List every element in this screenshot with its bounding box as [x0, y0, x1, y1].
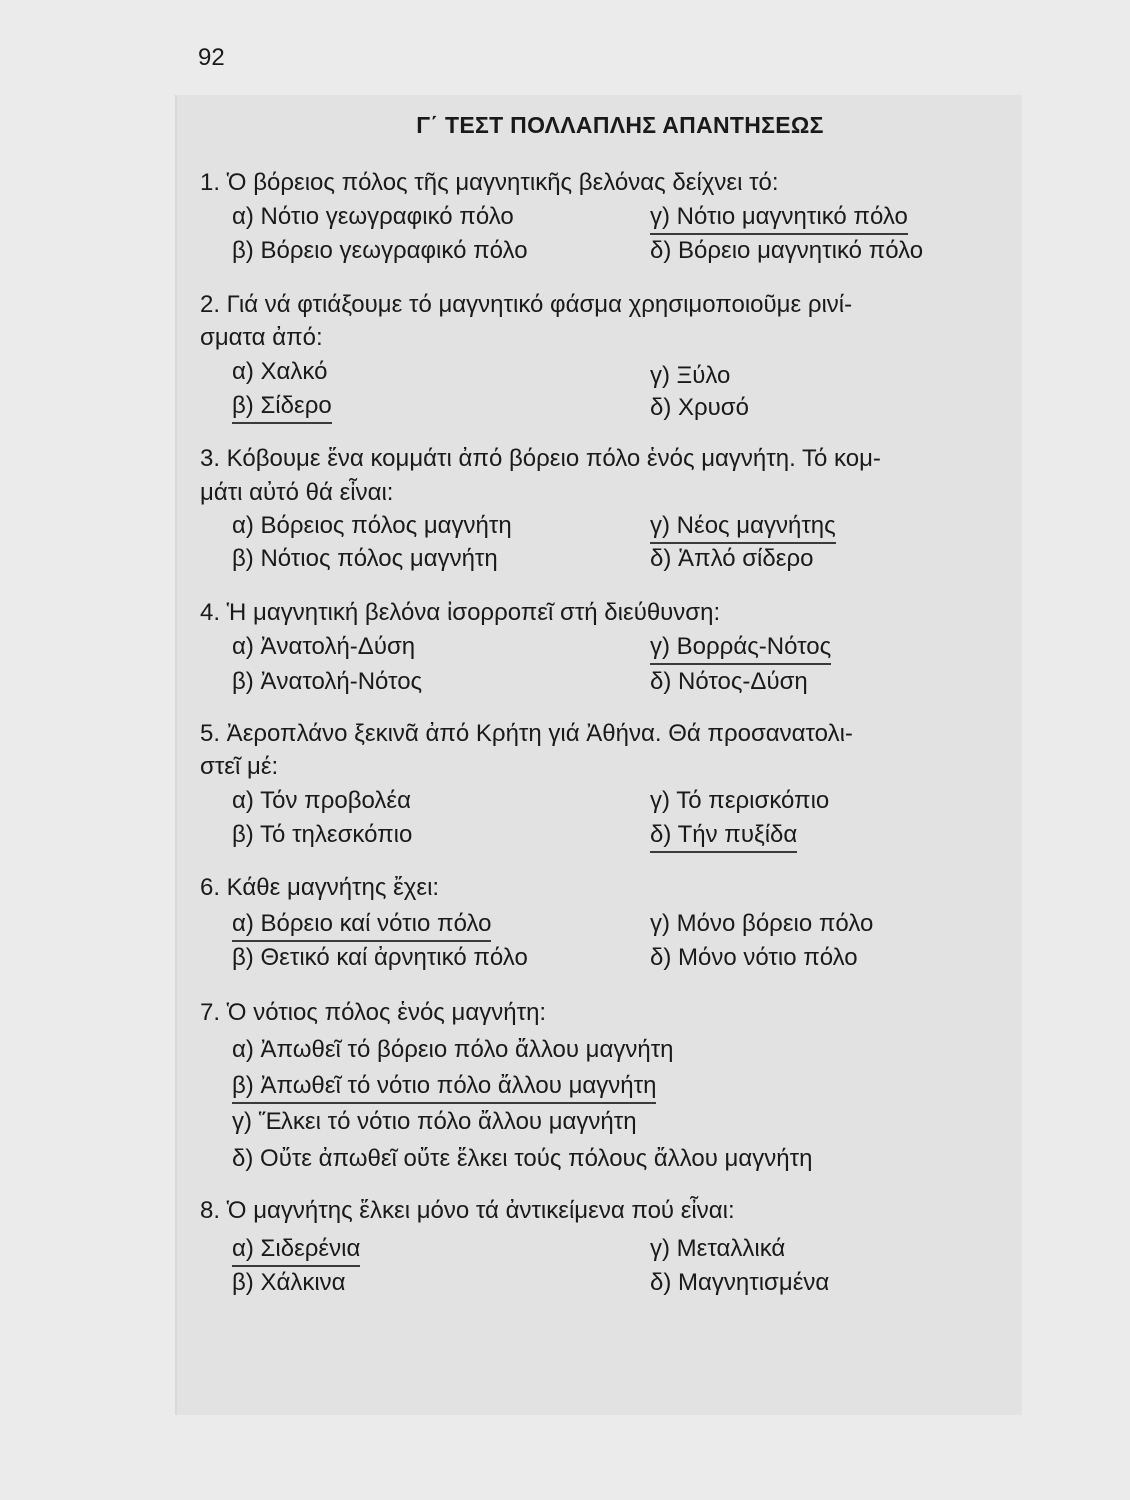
question-4-option-d: δ) Νότος-Δύση: [650, 668, 808, 695]
question-4-option-c: [650, 632, 831, 665]
page-title: Γ΄ ΤΕΣΤ ΠΟΛΛΑΠΛΗΣ ΑΠΑΝΤΗΣΕΩΣ: [416, 112, 824, 138]
question-1-option-c: [650, 202, 908, 235]
question-2-option-b: [232, 391, 332, 424]
question-8-option-b: β) Χάλκινα: [232, 1269, 346, 1296]
question-5-text: 5. Ἀεροπλάνο ξεκινᾶ ἀπό Κρήτη γιά Ἀθήνα. Θά προσανατολι-: [200, 720, 853, 747]
question-5-option-b: β) Τό τηλεσκόπιο: [232, 821, 413, 848]
question-3-option-a: α) Βόρειος πόλος μαγνήτη: [232, 512, 512, 539]
question-2-option-d: δ) Χρυσό: [650, 394, 749, 421]
answer-underline: β) Σίδερο: [232, 391, 332, 424]
question-8-option-a: [232, 1234, 360, 1267]
answer-underline: β) Ἀπωθεῖ τό νότιο πόλο ἄλλου μαγνήτη: [232, 1071, 656, 1104]
question-4-text: 4. Ἡ μαγνητική βελόνα ἰσορροπεῖ στή διεύθυνση:: [200, 599, 721, 626]
question-1-option-a: α) Νότιο γεωγραφικό πόλο: [232, 203, 514, 230]
question-7-option-a: α) Ἀπωθεῖ τό βόρειο πόλο ἄλλου μαγνήτη: [232, 1036, 674, 1063]
question-3-option-d: δ) Ἁπλό σίδερο: [650, 545, 814, 572]
question-6-text: 6. Κάθε μαγνήτης ἔχει:: [200, 874, 440, 901]
question-8-option-c: γ) Μεταλλικά: [650, 1235, 786, 1262]
question-6-option-b: β) Θετικό καί ἀρνητικό πόλο: [232, 944, 528, 971]
question-8-text: 8. Ὁ μαγνήτης ἕλκει μόνο τά ἀντικείμενα πού εἶναι:: [200, 1197, 735, 1224]
question-5-option-c: γ) Τό περισκόπιο: [650, 787, 830, 814]
question-4-option-a: α) Ἀνατολή-Δύση: [232, 633, 416, 660]
answer-underline: γ) Νέος μαγνήτης: [650, 511, 836, 544]
question-1-option-d: δ) Βόρειο μαγνητικό πόλο: [650, 237, 924, 264]
question-3-text-cont: μάτι αὐτό θά εἶναι:: [200, 479, 394, 506]
answer-underline: γ) Νότιο μαγνητικό πόλο: [650, 202, 908, 235]
question-2-option-c: γ) Ξύλο: [650, 362, 731, 389]
question-6-option-a: [232, 909, 491, 942]
question-7-text: 7. Ὁ νότιος πόλος ἑνός μαγνήτη:: [200, 999, 547, 1026]
question-6-option-d: δ) Μόνο νότιο πόλο: [650, 944, 858, 971]
question-3-option-c: [650, 511, 836, 544]
question-4-option-b: β) Ἀνατολή-Νότος: [232, 668, 423, 695]
question-7-option-c: γ) Ἕλκει τό νότιο πόλο ἄλλου μαγνήτη: [232, 1108, 637, 1135]
answer-underline: γ) Βορράς-Νότος: [650, 632, 831, 665]
answer-underline: δ) Τήν πυξίδα: [650, 820, 797, 853]
page-number: 92: [198, 44, 225, 71]
question-7-option-d: δ) Οὔτε ἀπωθεῖ οὔτε ἕλκει τούς πόλους ἄλλου μαγνήτη: [232, 1145, 813, 1172]
question-7-option-b: [232, 1071, 656, 1104]
answer-underline: α) Σιδερένια: [232, 1234, 360, 1267]
question-2-text: 2. Γιά νά φτιάξουμε τό μαγνητικό φάσμα χρησιμοποιοῦμε ρινί-: [200, 291, 853, 318]
question-3-text: 3. Κόβουμε ἕνα κομμάτι ἀπό βόρειο πόλο ἑνός μαγνήτη. Τό κομ-: [200, 445, 881, 472]
question-5-text-cont: στεῖ μέ:: [200, 753, 279, 780]
question-2-option-a: α) Χαλκό: [232, 358, 328, 385]
question-3-option-b: β) Νότιος πόλος μαγνήτη: [232, 545, 498, 572]
question-2-text-cont: σματα ἀπό:: [200, 324, 323, 351]
question-5-option-d: [650, 820, 797, 853]
answer-underline: α) Βόρειο καί νότιο πόλο: [232, 909, 491, 942]
question-1-text: 1. Ὁ βόρειος πόλος τῆς μαγνητικῆς βελόνας δείχνει τό:: [200, 169, 779, 196]
question-8-option-d: δ) Μαγνητισμένα: [650, 1269, 830, 1296]
question-6-option-c: γ) Μόνο βόρειο πόλο: [650, 910, 874, 937]
question-1-option-b: β) Βόρειο γεωγραφικό πόλο: [232, 237, 528, 264]
question-5-option-a: α) Τόν προβολέα: [232, 787, 411, 814]
